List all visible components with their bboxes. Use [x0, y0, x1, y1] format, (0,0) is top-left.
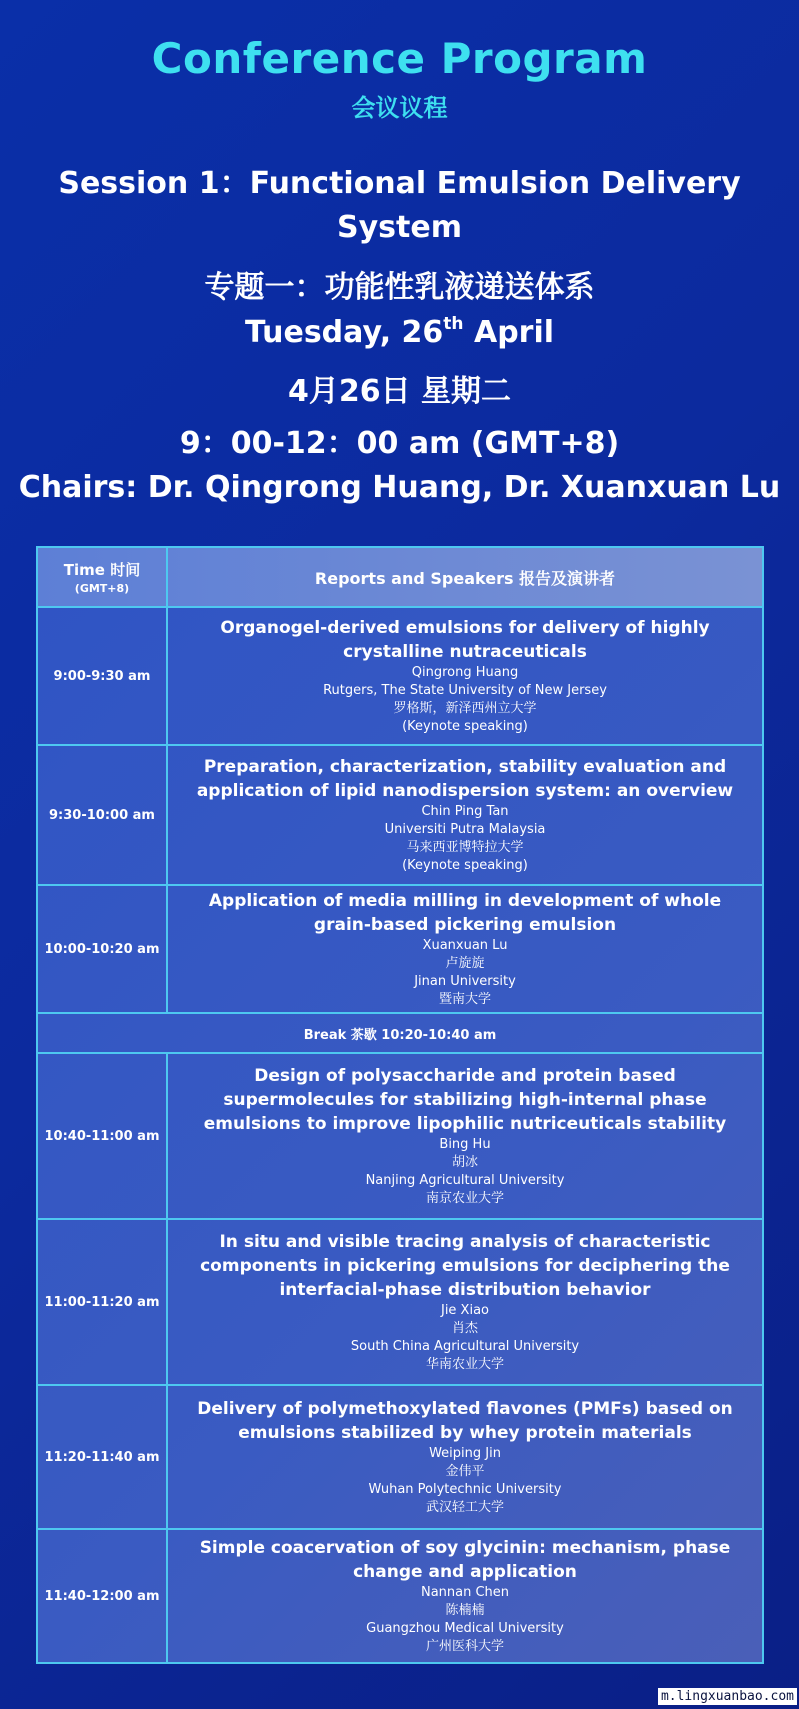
talk-title: Simple coacervation of soy glycinin: mechanism, phase change and application	[199, 1538, 731, 1582]
talk-details	[168, 886, 762, 1012]
speaker-name-cn: 金伟平	[445, 1464, 485, 1479]
table-row	[38, 1530, 762, 1662]
table-row	[38, 1220, 762, 1386]
header-timezone-label: (GMT+8)	[74, 582, 130, 595]
talk-time: 11:40-12:00 am	[38, 1530, 168, 1662]
speaker-name: Bing Hu	[439, 1137, 491, 1152]
break-label: Break 茶歇 10:20-10:40 am	[303, 1027, 497, 1043]
talk-title: Design of polysaccharide and protein based supermolecules for stabilizing high-internal phase emulsions to improve lipophilic nutriceuticals stability	[203, 1066, 727, 1134]
date-month: April	[463, 315, 555, 350]
session-title-line-2: System	[337, 210, 462, 245]
page-title: Conference Program	[151, 34, 648, 83]
table-header-row	[38, 548, 762, 608]
talk-time: 9:00-9:30 am	[38, 608, 168, 744]
speaker-name-cn: 胡冰	[451, 1155, 478, 1170]
speaker-affiliation: Wuhan Polytechnic University	[368, 1482, 562, 1497]
speaker-affiliation-cn: 罗格斯，新泽西州立大学	[393, 701, 537, 716]
table-row	[38, 886, 762, 1014]
talk-note: (Keynote speaking)	[402, 719, 528, 734]
talk-title: Organogel-derived emulsions for delivery of highly crystalline nutraceuticals	[220, 618, 710, 662]
date-suffix-sup: th	[443, 314, 464, 334]
speaker-name: Jie Xiao	[440, 1303, 489, 1318]
speaker-affiliation-cn: 暨南大学	[438, 992, 491, 1007]
talk-time: 9:30-10:00 am	[38, 746, 168, 884]
speaker-affiliation-cn: 马来西亚博特拉大学	[406, 840, 524, 855]
program-table	[36, 546, 764, 1664]
talk-title: Preparation, characterization, stability evaluation and application of lipid nanodispersion system: an overview	[196, 757, 734, 801]
talk-title: In situ and visible tracing analysis of characteristic components in pickering emulsions for deciphering the interfacial-phase distribution behavior	[200, 1232, 730, 1300]
speaker-affiliation: Rutgers, The State University of New Jersey	[323, 683, 607, 698]
speaker-affiliation: Nanjing Agricultural University	[365, 1173, 565, 1188]
table-row	[38, 1386, 762, 1530]
speaker-name: Qingrong Huang	[411, 665, 519, 680]
table-row	[38, 1054, 762, 1220]
session-date-cn: 4月26日 星期二	[287, 374, 512, 409]
speaker-name-cn: 陈楠楠	[445, 1603, 485, 1618]
speaker-affiliation-cn: 广州医科大学	[425, 1639, 504, 1654]
speaker-name: Weiping Jin	[429, 1446, 501, 1461]
speaker-affiliation: Jinan University	[414, 974, 516, 989]
session-chairs: Chairs: Dr. Qingrong Huang, Dr. Xuanxuan Lu	[18, 470, 781, 505]
speaker-affiliation-cn: 武汉轻工大学	[425, 1500, 504, 1515]
talk-details	[168, 1220, 762, 1384]
break-row	[38, 1014, 762, 1054]
session-title-line-1: Session 1：Functional Emulsion Delivery	[58, 166, 741, 201]
table-row	[38, 608, 762, 746]
date-prefix: Tuesday, 26	[244, 315, 444, 350]
watermark: m.lingxuanbao.com	[658, 1688, 797, 1705]
speaker-name: Xuanxuan Lu	[422, 938, 508, 953]
talk-details	[168, 1386, 762, 1528]
speaker-affiliation-cn: 南京农业大学	[425, 1191, 504, 1206]
header-time-label: Time 时间	[63, 561, 141, 579]
header-time-cell	[38, 548, 168, 606]
talk-details	[168, 1530, 762, 1662]
speaker-affiliation-cn: 华南农业大学	[425, 1357, 504, 1372]
talk-time: 10:40-11:00 am	[38, 1054, 168, 1218]
talk-time: 11:00-11:20 am	[38, 1220, 168, 1384]
talk-title: Delivery of polymethoxylated flavones (PMFs) based on emulsions stabilized by whey protein materials	[197, 1399, 733, 1443]
talk-details	[168, 1054, 762, 1218]
session-title-cn: 专题一：功能性乳液递送体系	[204, 270, 595, 305]
session-time: 9：00-12：00 am (GMT+8)	[179, 426, 620, 461]
session-date	[0, 314, 799, 350]
table-row	[38, 746, 762, 886]
speaker-name: Nannan Chen	[420, 1585, 510, 1600]
talk-title: Application of media milling in development of whole grain-based pickering emulsion	[208, 891, 722, 935]
talk-time: 10:00-10:20 am	[38, 886, 168, 1012]
speaker-name-cn: 肖杰	[451, 1321, 478, 1336]
speaker-affiliation: Universiti Putra Malaysia	[384, 822, 546, 837]
speaker-name: Chin Ping Tan	[421, 804, 509, 819]
talk-details	[168, 746, 762, 884]
speaker-affiliation: South China Agricultural University	[350, 1339, 580, 1354]
speaker-name-cn: 卢旋旋	[445, 956, 485, 971]
talk-time: 11:20-11:40 am	[38, 1386, 168, 1528]
talk-details	[168, 608, 762, 744]
page-title-cn: 会议议程	[351, 94, 448, 122]
talk-note: (Keynote speaking)	[402, 858, 528, 873]
header-reports-label: Reports and Speakers 报告及演讲者	[314, 568, 616, 588]
speaker-affiliation: Guangzhou Medical University	[366, 1621, 564, 1636]
